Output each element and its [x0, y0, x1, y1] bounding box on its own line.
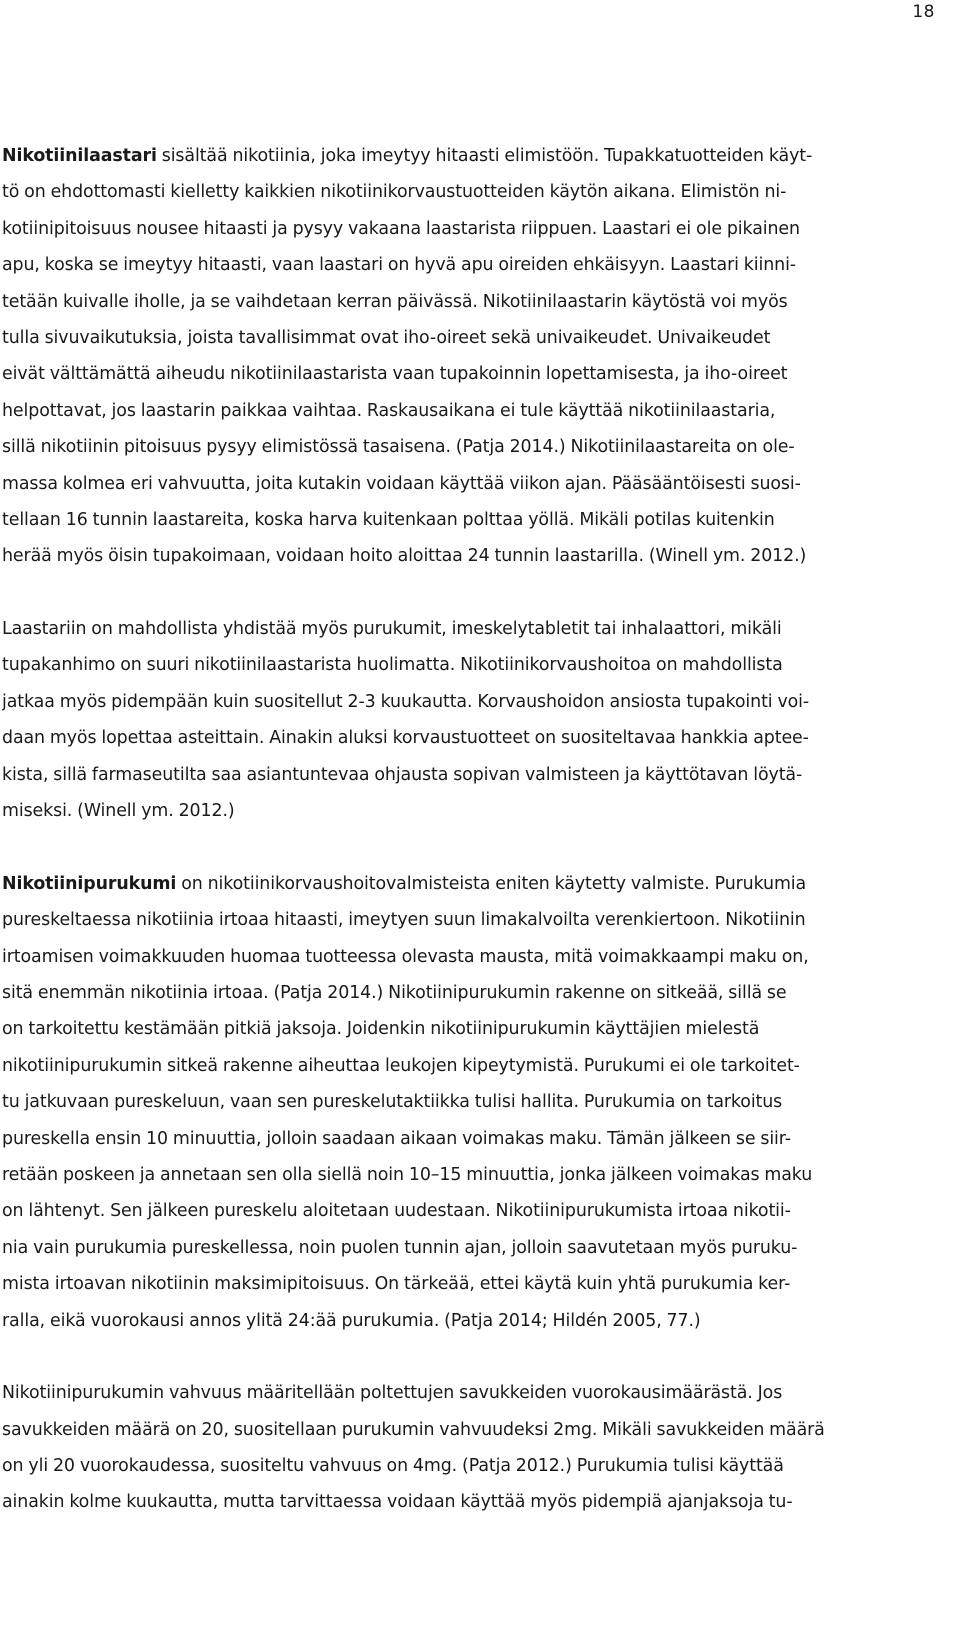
bold-term: Nikotiinipurukumi [2, 873, 177, 894]
text-line [2, 793, 928, 829]
line-text: sisältää nikotiinia, joka imeytyy hitaasti elimistöön. Tupakkatuotteiden käyt- [156, 146, 813, 166]
line-text: sitä enemmän nikotiinia irtoaa. (Patja 2014.) Nikotiinipurukumin rakenne on sitkeää, sillä se [2, 982, 787, 1003]
document-body [2, 138, 928, 1521]
line-text: miseksi. (Winell ym. 2012.) [2, 801, 235, 822]
line-text: jatkaa myös pidempään kuin suositellut 2-3 kuukautta. Korvaushoidon ansiosta tupakointi voi- [2, 691, 810, 712]
page-number: 18 [912, 2, 935, 22]
bold-term: Nikotiinilaastari [2, 146, 157, 166]
line-text: tö on ehdottomasti kielletty kaikkien nikotiinikorvaustuotteiden käytön aikana. Elimistön ni- [2, 182, 787, 203]
text-line [2, 393, 928, 429]
text-line [2, 757, 928, 793]
line-text: pureskeltaessa nikotiinia irtoaa hitaasti, imeytyen suun limakalvoilta verenkiertoon. Nikotiinin [2, 910, 806, 931]
line-text: kotiinipitoisuus nousee hitaasti ja pysyy vakaana laastarista riippuen. Laastari ei ole pikainen [2, 218, 800, 239]
paragraph [2, 138, 928, 575]
text-line [2, 1011, 928, 1047]
text-line [2, 647, 928, 683]
line-text: tupakanhimo on suuri nikotiinilaastarista huolimatta. Nikotiinikorvaushoitoa on mahdollista [2, 655, 783, 676]
text-line [2, 1303, 928, 1339]
text-line [2, 1121, 928, 1157]
line-text: apu, koska se imeytyy hitaasti, vaan laastari on hyvä apu oireiden ehkäisyyn. Laastari kiinni- [2, 255, 796, 276]
text-line [2, 1448, 928, 1484]
text-line [2, 1084, 928, 1120]
text-line [2, 320, 928, 356]
line-text: nikotiinipurukumin sitkeä rakenne aiheuttaa leukojen kipeytymistä. Purukumi ei ole tarkoitet- [2, 1055, 800, 1076]
paragraph-spacer [2, 575, 928, 611]
text-line [2, 939, 928, 975]
line-text: pureskella ensin 10 minuuttia, jolloin saadaan aikaan voimakas maku. Tämän jälkeen se siir- [2, 1128, 791, 1149]
text-line [2, 1484, 928, 1520]
line-text: eivät välttämättä aiheudu nikotiinilaastarista vaan tupakoinnin lopettamisesta, ja iho-oireet [2, 364, 788, 385]
text-line [2, 174, 928, 210]
text-line [2, 975, 928, 1011]
text-line [2, 1412, 928, 1448]
line-text: herää myös öisin tupakoimaan, voidaan hoito aloittaa 24 tunnin laastarilla. (Winell ym. 2012.) [2, 546, 807, 567]
text-line [2, 1157, 928, 1193]
text-line [2, 902, 928, 938]
text-line [2, 1266, 928, 1302]
text-line [2, 356, 928, 392]
text-line [2, 866, 928, 902]
text-line [2, 502, 928, 538]
paragraph [2, 611, 928, 829]
text-line [2, 1048, 928, 1084]
text-line [2, 1375, 928, 1411]
text-line [2, 1230, 928, 1266]
text-line [2, 284, 928, 320]
text-line [2, 538, 928, 574]
line-text: tu jatkuvaan pureskeluun, vaan sen pureskelutaktiikka tulisi hallita. Purukumia on tarkoitus [2, 1092, 783, 1113]
line-text: savukkeiden määrä on 20, suositellaan purukumin vahvuudeksi 2mg. Mikäli savukkeiden määrä [2, 1419, 825, 1440]
text-line [2, 211, 928, 247]
text-line [2, 720, 928, 756]
line-text: ainakin kolme kuukautta, mutta tarvittaessa voidaan käyttää myös pidempiä ajanjaksoja tu- [2, 1492, 793, 1513]
line-text: Nikotiinipurukumin vahvuus määritellään poltettujen savukkeiden vuorokausimäärästä. Jos [2, 1383, 783, 1404]
line-text: on lähtenyt. Sen jälkeen pureskelu aloitetaan uudestaan. Nikotiinipurukumista irtoaa nikotii- [2, 1201, 791, 1222]
paragraph [2, 866, 928, 1339]
paragraph-spacer [2, 1339, 928, 1375]
line-text: kista, sillä farmaseutilta saa asiantuntevaa ohjausta sopivan valmisteen ja käyttötavan löytä- [2, 764, 803, 785]
line-text: helpottavat, jos laastarin paikkaa vaihtaa. Raskausaikana ei tule käyttää nikotiinilaastaria, [2, 400, 776, 421]
text-line [2, 247, 928, 283]
line-text: tellaan 16 tunnin laastareita, koska harva kuitenkaan polttaa yöllä. Mikäli potilas kuitenkin [2, 509, 775, 530]
text-line [2, 466, 928, 502]
line-text: tulla sivuvaikutuksia, joista tavallisimmat ovat iho-oireet sekä univaikeudet. Univaikeudet [2, 327, 771, 348]
line-text: on tarkoitettu kestämään pitkiä jaksoja. Joidenkin nikotiinipurukumin käyttäjien mielestä [2, 1019, 760, 1040]
text-line [2, 1193, 928, 1229]
line-text: on nikotiinikorvaushoitovalmisteista eniten käytetty valmiste. Purukumia [176, 873, 807, 894]
line-text: retään poskeen ja annetaan sen olla siellä noin 10–15 minuuttia, jonka jälkeen voimakas maku [2, 1164, 813, 1185]
paragraph-spacer [2, 829, 928, 865]
text-line [2, 684, 928, 720]
line-text: massa kolmea eri vahvuutta, joita kutakin voidaan käyttää viikon ajan. Pääsääntöisesti suosi- [2, 473, 801, 494]
line-text: on yli 20 vuorokaudessa, suositeltu vahvuus on 4mg. (Patja 2012.) Purukumia tulisi käyttää [2, 1456, 784, 1477]
line-text: ralla, eikä vuorokausi annos ylitä 24:ää purukumia. (Patja 2014; Hildén 2005, 77.) [2, 1310, 701, 1331]
line-text: Laastariin on mahdollista yhdistää myös purukumit, imeskelytabletit tai inhalaattori, mikäli [2, 619, 782, 640]
line-text: mista irtoavan nikotiinin maksimipitoisuus. On tärkeää, ettei käytä kuin yhtä purukumia ker- [2, 1274, 791, 1295]
text-line [2, 138, 928, 174]
line-text: irtoamisen voimakkuuden huomaa tuotteessa olevasta mausta, mitä voimakkaampi maku on, [2, 946, 809, 967]
text-line [2, 611, 928, 647]
paragraph [2, 1375, 928, 1521]
line-text: daan myös lopettaa asteittain. Ainakin aluksi korvaustuotteet on suositeltavaa hankkia aptee- [2, 728, 809, 749]
line-text: tetään kuivalle iholle, ja se vaihdetaan kerran päivässä. Nikotiinilaastarin käytöstä voi myös [2, 291, 788, 312]
line-text: sillä nikotiinin pitoisuus pysyy elimistössä tasaisena. (Patja 2014.) Nikotiinilaastareita on ole- [2, 437, 795, 458]
text-line [2, 429, 928, 465]
line-text: nia vain purukumia pureskellessa, noin puolen tunnin ajan, jolloin saavutetaan myös puruku- [2, 1237, 798, 1258]
